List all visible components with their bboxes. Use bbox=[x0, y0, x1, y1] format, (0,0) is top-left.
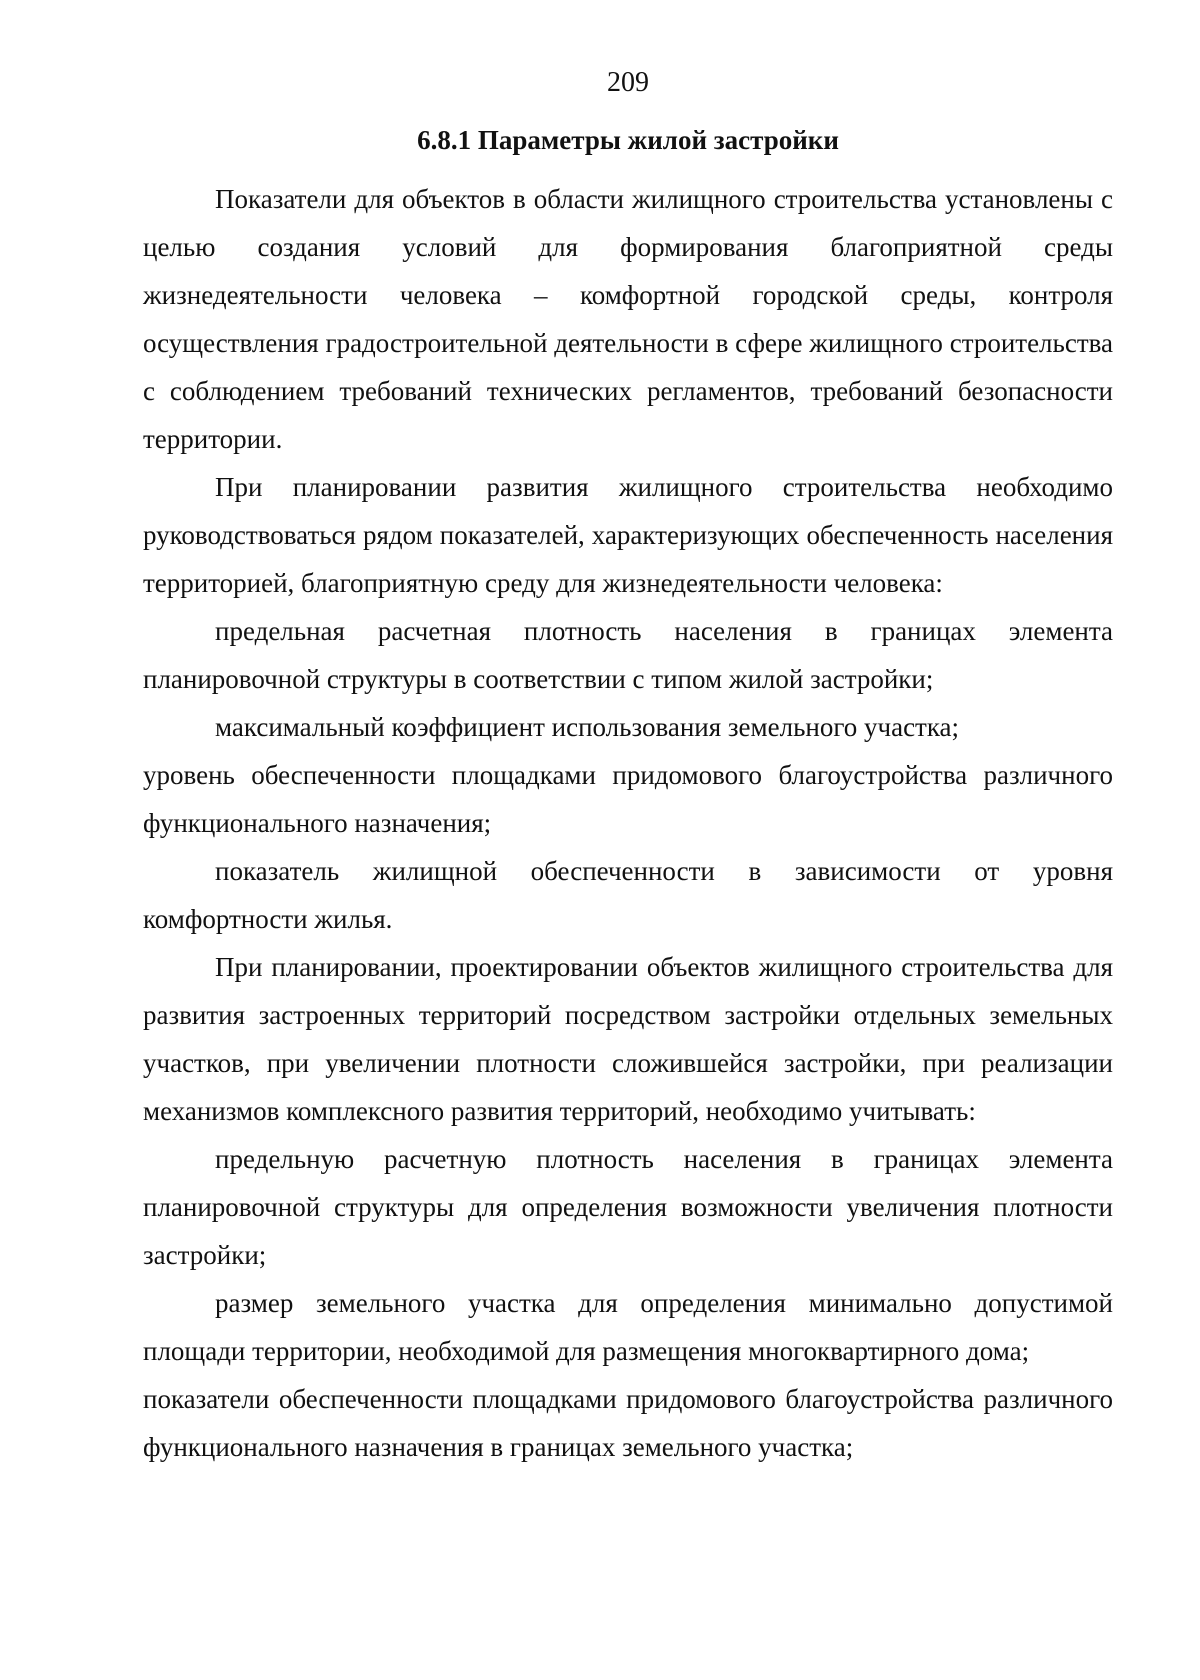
list-item-land-use-coefficient: максимальный коэффициент использования земельного участка; bbox=[215, 712, 960, 742]
paragraph-built-up-territories: При планировании, проектировании объектов жилищного строительства для развития застроенных территорий посредством застройки отдельных земельных участков, при увеличении плотности сложившейся застройки, при реализации механизмов комплексного развития территорий, необходимо учитывать: bbox=[143, 952, 1113, 1126]
list-item-density-increase: предельную расчетную плотность населения в границах элемента планировочной структуры для определения возможности увеличения плотности застройки; bbox=[143, 1144, 1113, 1270]
page-number: 209 bbox=[607, 67, 649, 98]
list-item-housing-provision: показатель жилищной обеспеченности в зависимости от уровня комфортности жилья. bbox=[143, 856, 1113, 934]
list-item-plot-yard-facilities: показатели обеспеченности площадками придомового благоустройства различного функционального назначения в границах земельного участка; bbox=[143, 1384, 1113, 1462]
list-item-land-plot-size: размер земельного участка для определения минимально допустимой площади территории, необходимой для размещения многоквартирного дома; bbox=[143, 1288, 1113, 1366]
list-item-yard-facilities: уровень обеспеченности площадками придомового благоустройства различного функционального назначения; bbox=[143, 760, 1113, 838]
paragraph-purpose: Показатели для объектов в области жилищного строительства установлены с целью создания условий для формирования благоприятной среды жизнедеятельности человека – комфортной городской среды, контроля осуществления градостроительной деятельности в сфере жилищного строительства с соблюдением требований технических регламентов, требований безопасности территории. bbox=[143, 184, 1113, 454]
section-heading: 6.8.1 Параметры жилой застройки bbox=[417, 125, 839, 155]
body-text bbox=[143, 175, 1113, 1471]
paragraph-planning-indicators: При планировании развития жилищного строительства необходимо руководствоваться рядом показателей, характеризующих обеспеченность населения территорией, благоприятную среду для жизнедеятельности человека: bbox=[143, 472, 1113, 598]
list-item-population-density: предельная расчетная плотность населения в границах элемента планировочной структуры в соответствии с типом жилой застройки; bbox=[143, 616, 1113, 694]
